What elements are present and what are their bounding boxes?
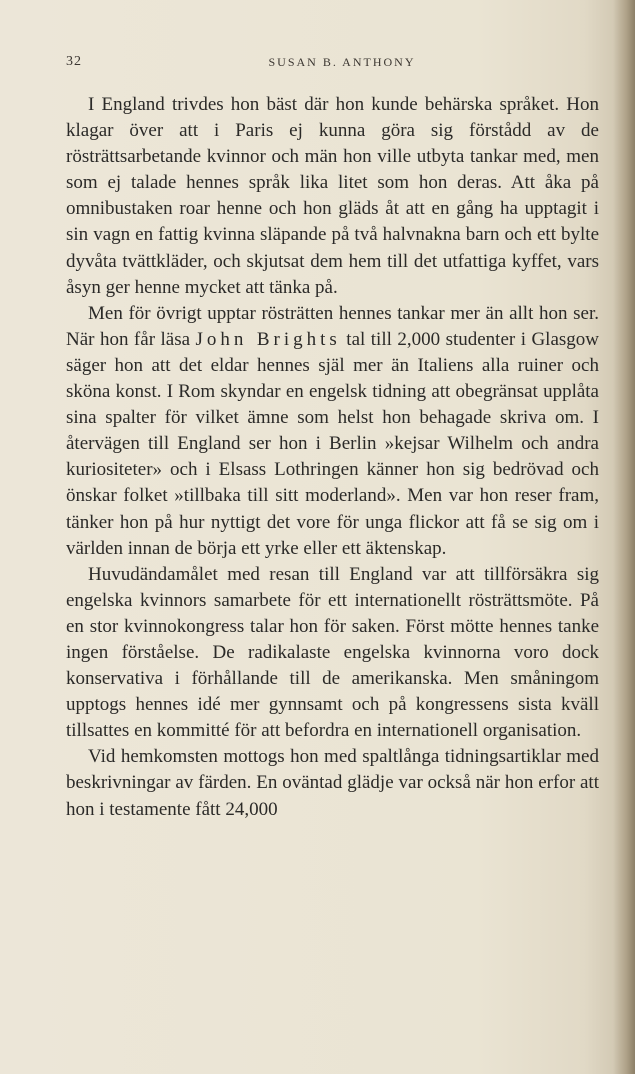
body-text [66, 92, 599, 823]
page-edge-shadow [613, 0, 635, 1074]
paragraph-text: Men för övrigt upptar rösträtten hennes tankar mer än allt hon ser. När hon får läsa [66, 302, 599, 350]
running-head: SUSAN B. ANTHONY [268, 55, 416, 69]
paragraph-2 [66, 301, 599, 562]
paragraph-4 [66, 744, 599, 822]
paragraph-text: Vid hemkomsten mottogs hon med spaltlånga tidningsartiklar med beskrivningar av färden. En oväntad glädje var också när hon erfor att hon i testamente fått 24,000 [66, 746, 599, 820]
page-number: 32 [66, 54, 82, 69]
paragraph-text: I England trivdes hon bäst där hon kunde behärska språket. Hon klagar över att i Paris ej kunna göra sig förstådd av de rösträttsarbetande kvinnor och män hon ville utbyta tankar med, men som ej talade hennes språk lika litet som hon deras. Att åka på omnibustaken roar henne och hon gläds åt att en gång ha upptagit i sin vagn en fattig kvinna släpande på två halvnakna barn och ett bylte dyvåta tvättkläder, och skjutsat dem hem till det utfattiga kyffet, vars åsyn ger henne mycket att tänka på. [66, 94, 599, 298]
page-header [66, 54, 598, 74]
paragraph-text: Huvudändamålet med resan till England var att tillförsäkra sig engelska kvinnors samarbete för ett internationellt rösträttsmöte. På en stor kvinnokongress talar hon för saken. Först mötte hennes tanke ingen förståelse. De radikalaste engelska kvinnorna voro dock konservativa i förhållande till de amerikanska. Men småningom upptogs hennes idé mer gynnsamt och på kongressens sista kväll tillsattes en kommitté för att befordra en internationell organisation. [66, 563, 599, 742]
paragraph-1 [66, 92, 599, 301]
paragraph-text: tal till 2,000 studenter i Glasgow säger hon att det eldar hennes själ mer än Italiens alla ruiner och sköna konst. I Rom skyndar en engelsk tidning att obegränsat upplåta sina spalter för vilket ämne som helst hon behagade skriva om. I återvägen till England ser hon i Berlin »kejsar Wilhelm och andra kuriositeter» och i Elsass Lothringen känner hon sig bedrövad och önskar folket »tillbaka till sitt moderland». Men var hon reser fram, tänker hon på hur nyttigt det vore för unga flickor att få se sig om i världen innan de börja ett yrke eller ett äktenskap. [66, 328, 599, 559]
paragraph-3 [66, 562, 599, 745]
spaced-name-john-brights: John Brights [195, 328, 341, 350]
